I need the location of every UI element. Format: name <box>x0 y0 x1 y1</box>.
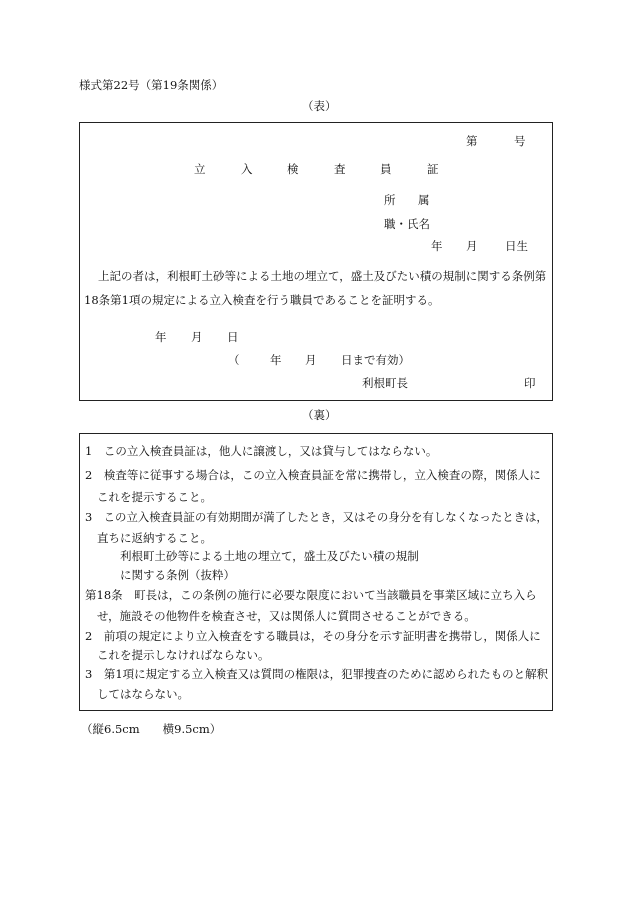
title-char-1: 立 <box>194 162 206 176</box>
issue-day-label: 日 <box>227 330 239 344</box>
issuer-name: 利根町長 <box>362 376 408 390</box>
number-dai: 第 <box>466 134 478 148</box>
excerpt-title-line-1: 利根町土砂等による土地の埋立て，盛土及びたい積の規制 <box>120 549 419 563</box>
article-18-para-2-line-1: 2 前項の規定により立入検査をする職員は，その身分を示す証明書を携帯し，関係人に <box>85 629 541 643</box>
article-18-para-3-line-1: 3 第1項に規定する立入検査又は質問の権限は，犯罪捜査のために認められたものと解釈 <box>85 667 549 681</box>
article-18-line-2: せ，施設その他物件を検査させ，又は関係人に質問させることができる。 <box>97 609 476 623</box>
back-item-3-line-2: 直ちに返納すること。 <box>97 531 212 545</box>
card-size-note: （縦6.5cm 横9.5cm） <box>81 722 222 736</box>
title-char-3: 検 <box>287 162 299 176</box>
front-side-label: （表） <box>302 99 337 113</box>
article-18-line-1: 第18条 町長は，この条例の施行に必要な限度において当該職員を事業区域に立ち入ら <box>85 588 537 602</box>
title-char-6: 証 <box>427 162 439 176</box>
excerpt-title-line-2: に関する条例（抜粋） <box>120 568 235 582</box>
seal-mark: 印 <box>524 376 536 390</box>
title-char-5: 員 <box>380 162 392 176</box>
affiliation-char-2: 属 <box>418 193 430 207</box>
position-name-label: 職・氏名 <box>384 217 430 231</box>
birth-year-label: 年 <box>431 239 443 253</box>
issue-month-label: 月 <box>191 330 203 344</box>
birth-day-label: 日生 <box>505 239 528 253</box>
title-char-4: 査 <box>334 162 346 176</box>
validity-until-label: 日まで有効） <box>341 353 410 367</box>
title-char-2: 入 <box>241 162 253 176</box>
back-item-2-line-2: これを提示すること。 <box>97 490 212 504</box>
validity-open-paren: （ <box>228 353 240 367</box>
back-item-2-line-1: 2 検査等に従事する場合は，この立入検査員証を常に携帯し，立入検査の際，関係人に <box>85 468 541 482</box>
certification-text-line-2: 18条第1項の規定による立入検査を行う職員であることを証明する。 <box>84 293 440 307</box>
back-item-1: 1 この立入検査員証は，他人に譲渡し，又は貸与してはならない。 <box>85 444 438 458</box>
validity-year-label: 年 <box>270 353 282 367</box>
issue-year-label: 年 <box>155 330 167 344</box>
validity-month-label: 月 <box>305 353 317 367</box>
birth-month-label: 月 <box>466 239 478 253</box>
back-item-3-line-1: 3 この立入検査員証の有効期間が満了したとき，又はその身分を有しなくなったときは， <box>85 510 548 524</box>
back-side-label: （裏） <box>302 408 337 422</box>
article-18-para-3-line-2: してはならない。 <box>97 687 189 701</box>
affiliation-char-1: 所 <box>384 193 396 207</box>
article-18-para-2-line-2: これを提示しなければならない。 <box>97 648 270 662</box>
form-number-header: 様式第22号（第19条関係） <box>79 78 224 92</box>
number-go: 号 <box>514 134 526 148</box>
certification-text-line-1: 上記の者は，利根町土砂等による土地の埋立て，盛土及びたい積の規制に関する条例第 <box>98 269 547 283</box>
